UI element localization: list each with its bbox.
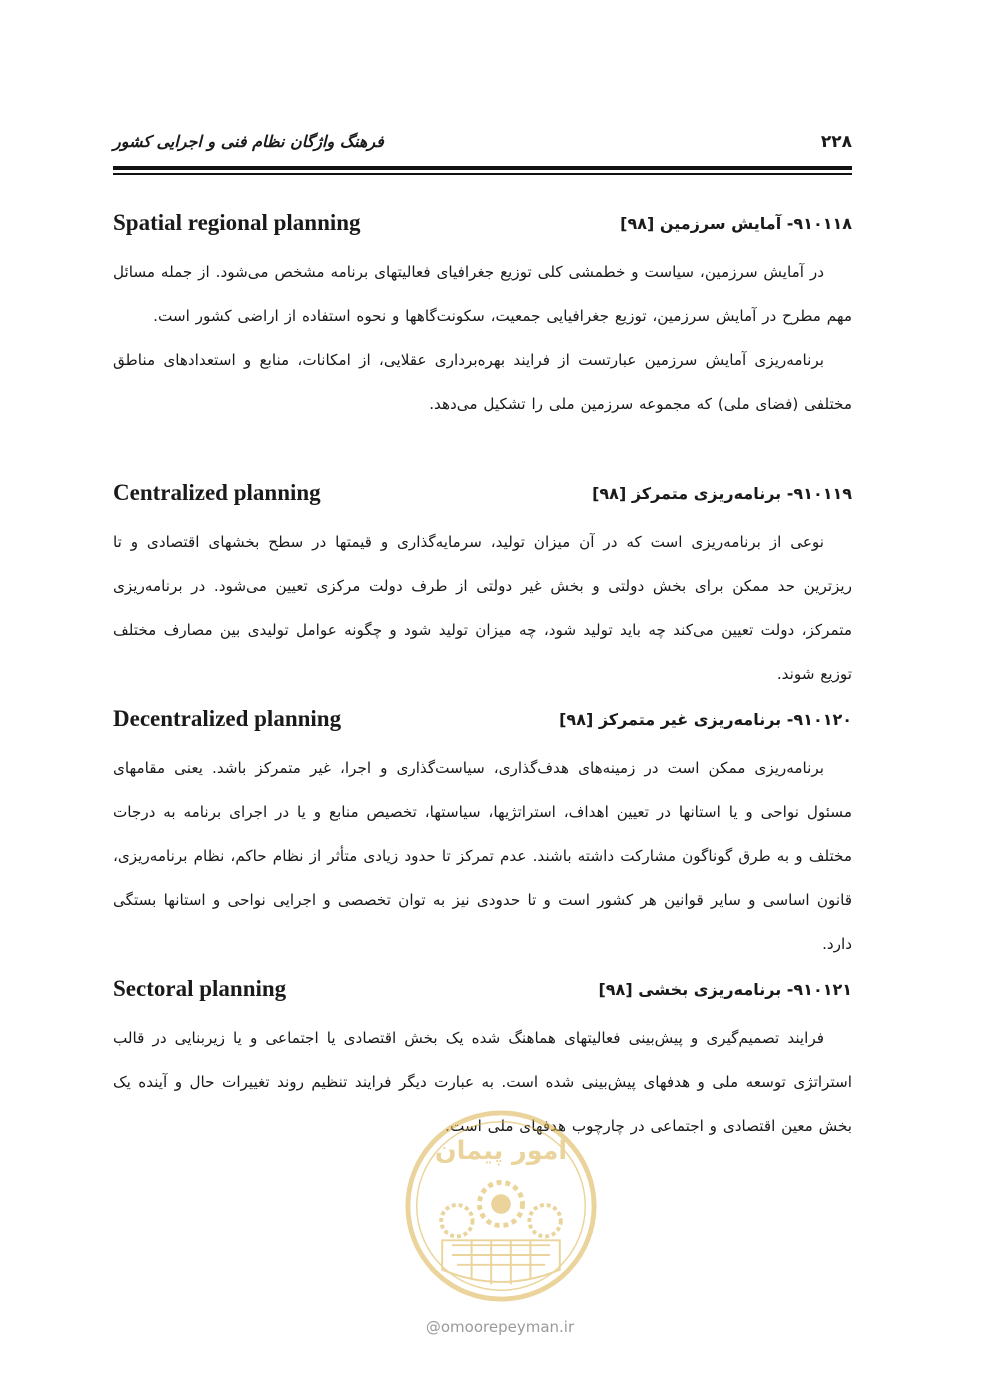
entry-heading — [113, 210, 852, 242]
entry-title-persian: ۹۱۰۱۲۱- برنامه‌ریزی بخشی [۹۸] — [598, 980, 852, 999]
entry-heading — [113, 976, 852, 1008]
entry-paragraph: برنامه‌ریزی ممکن است در زمینه‌های هدف‌گذاری، سیاست‌گذاری و اجرا، غیر متمرکز باشد. یعنی مقامهای مسئول نواحی و یا استانها در تعیین اهداف، استراتژیها، سیاستها، تخصیص منابع و یا در اجرای برنامه به درجات مختلف و به طرق گوناگون مشارکت داشته باشند. عدم تمرکز تا حدود زیادی متأثر از نظام حاکم، نظام برنامه‌ریزی، قانون اساسی و سایر قوانین هر کشور است و تا حدودی نیز به توان تخصصی و اجرایی نواحی و استانها بستگی دارد. — [113, 759, 852, 953]
entry-paragraph: نوعی از برنامه‌ریزی است که در آن میزان تولید، سرمایه‌گذاری و قیمتها در سطح بخشهای اقتصادی و تا ریزترین حد ممکن برای بخش دولتی و بخش غیر دولتی از طرف دولت مرکزی تعیین می‌شود. در برنامه‌ریزی متمرکز، دولت تعیین می‌کند چه باید تولید شود، چه میزان تولید شود و چگونه عوامل تولیدی بین مصارف مختلف توزیع شوند. — [113, 533, 852, 683]
entry-title-english: Spatial regional planning — [113, 210, 361, 235]
page-header — [113, 128, 852, 162]
watermark-url: @omoorepeyman.ir — [425, 1318, 575, 1336]
glossary-entry — [113, 210, 852, 426]
page-number: ۲۲۸ — [820, 132, 852, 152]
watermark-logo-icon — [403, 1108, 599, 1304]
header-rule-thick — [113, 166, 852, 170]
entry-paragraph: فرایند تصمیم‌گیری و پیش‌بینی فعالیتهای هماهنگ شده یک بخش اقتصادی یا اجتماعی و یا زیربنایی در قالب استراتژی توسعه ملی و هدفهای پیش‌بینی شده است. به عبارت دیگر فرایند تنظیم روند تغییرات حال و آینده یک بخش معین اقتصادی و اجتماعی در چارچوب هدفهای ملی است. — [113, 1029, 852, 1135]
entry-heading — [113, 706, 852, 738]
book-title: فرهنگ واژگان نظام فنی و اجرایی کشور — [113, 132, 384, 151]
entry-paragraph: در آمایش سرزمین، سیاست و خطمشی کلی توزیع جغرافیای فعالیتهای برنامه مشخص می‌شود. از جمله مسائل مهم مطرح در آمایش سرزمین، توزیع جغرافیایی جمعیت، سکونت‌گاهها و نحوه استفاده از اراضی کشور است. — [113, 263, 852, 325]
entry-title-persian: ۹۱۰۱۱۸- آمایش سرزمین [۹۸] — [620, 214, 852, 233]
glossary-entry — [113, 480, 852, 696]
entry-title-persian: ۹۱۰۱۲۰- برنامه‌ریزی غیر متمرکز [۹۸] — [559, 710, 852, 729]
entry-title-english: Decentralized planning — [113, 706, 342, 731]
entry-title-persian: ۹۱۰۱۱۹- برنامه‌ریزی متمرکز [۹۸] — [592, 484, 852, 503]
entry-title-english: Centralized planning — [113, 480, 321, 505]
entry-title-english: Sectoral planning — [113, 976, 287, 1001]
entry-paragraph: برنامه‌ریزی آمایش سرزمین عبارتست از فرایند بهره‌برداری عقلایی، از امکانات، منابع و استعدادهای مناطق مختلفی (فضای ملی) که مجموعه سرزمین ملی را تشکیل می‌دهد. — [113, 351, 852, 413]
entry-heading — [113, 480, 852, 512]
watermark-logo-text: امور پیمان — [434, 1135, 568, 1166]
header-rule-thin — [113, 173, 852, 175]
glossary-entry — [113, 706, 852, 966]
